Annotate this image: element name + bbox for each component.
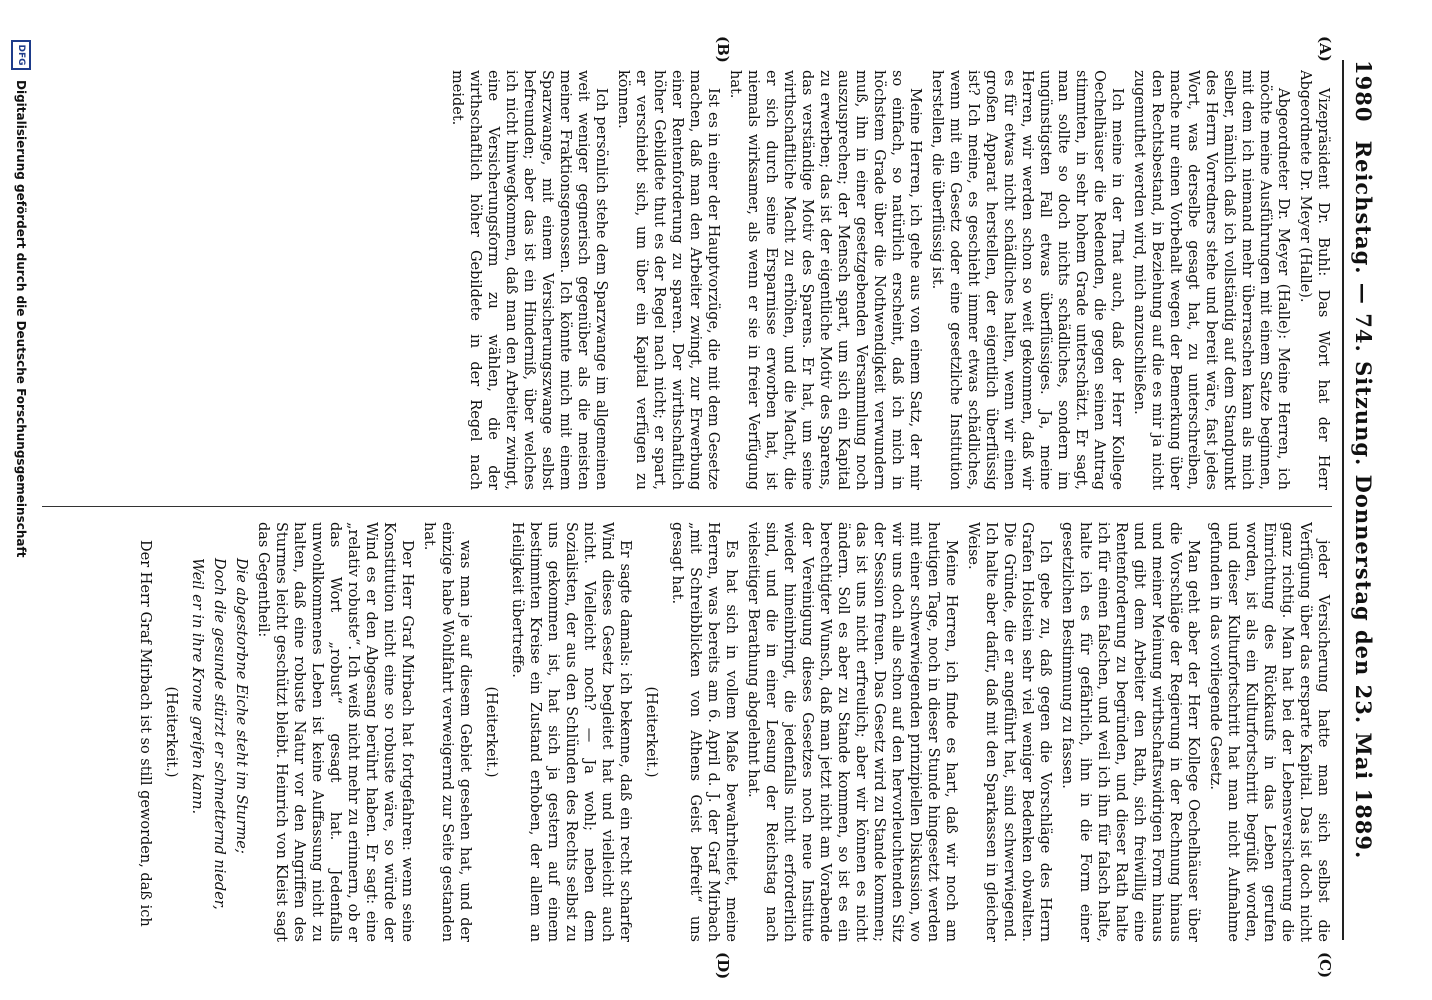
column-divider [42,506,1332,507]
paragraph: Ist es in einer der Hauptvorzüge, die mit dem Gesetze machen, daß man den Arbeiter zwingt, zur Erwerbung einer Rentenforderung zu sparen. Der wirthschaftlich höher Gebildete thut es der Regel nach nicht; er spart, er verschiebt sich, um über ein Kapital verfügen zu können. [615,70,721,490]
margin-marker-c: (C) [1316,952,1334,979]
interjection: (Heiterkeit.) [483,686,499,778]
paragraph: Ich gebe zu, daß gegen die Vorschläge des Herrn Grafen Holstein sehr viel weniger Bedenken obwalten. Die Gründe, die er angeführt hat, sind schwerwiegend. Ich halte aber dafür, daß mit den Sparkassen in gleicher Weise. [965,522,1053,942]
paragraph: jeder Versicherung hatte man sich selbst die Verfügung über das ersparte Kapital. Das ist doch nicht ganz richtig. Man hat bei der Lebensversicherung die Einrichtung des Rückkaufs in das Leben gerufen worden, ist als ein Kulturfortschritt begrüßt worden, und dieser Kulturfortschritt hat man nicht Aufnahme gefunden in das vorliegende Gesetz. [1207,522,1331,942]
right-text-column [42,522,1332,942]
paragraph: Es hat sich in vollem Maße bewahrheitet, meine Herren, was bereits am 6. April d. J. der Graf Mirbach „mit Schreibblicken von Athens Geist befreit“ uns gesagt hat. [669,522,739,942]
paragraph: Abgeordneter Dr. Meyer (Halle): Meine Herren, ich möchte meine Ausführungen mit einem Satze beginnen, mit dem ich niemand mehr überraschen kann als mich selber, nämlich daß ich vollständig auf dem Standpunkt des Herrn Vorredners stehe und bereit wäre, fast jedes Wort, was derselbe gesagt hat, zu unterschreiben, mache nur einen Vorbehalt wegen der Bemerkung über den Rechtsbestand, in Beziehung auf die es mir ja nicht zugemuthet werden wird, mich anzuschließen. [1131,70,1291,490]
interjection: (Heiterkeit.) [163,686,179,778]
paragraph: Meine Herren, ich finde es hart, daß wir noch am heutigen Tage, noch in dieser Stunde hingesetzt werden mit einer schwerwiegenden prinzipiellen Diskussion, wo wir uns doch alle schon auf den hervorleuchtenden Sitz der Session freuen. Das Gesetz wird zu Stande kommen; das ist uns nicht erfreulich; aber wir können es nicht ändern. Soll es aber zu Stande kommen, so ist es ein berechtigter Wunsch, daß man jetzt nicht am Vorabende der Vereinigung dieses Gesetzes noch neue Institute wieder hineinbringt, die jedenfalls nicht erforderlich sind, und die in einer Lesung der Reichstag nach vielseitiger Berathung abgelehnt hat. [745,522,959,942]
digitization-credit: Digitalisierung gefördert durch die Deutsche Forschungsgemeinschaft [14,80,28,558]
page-number: 1980 [1351,60,1377,123]
paragraph: Der Herr Graf Mirbach hat fortgefahren: wenn seine Konstitution nicht eine so robuste wäre, so würde der Wind es er den Abgesang berührt haben. Er sagt: eine „relativ robuste“. Ich weiß nicht mehr zu erinnern, ob er das Wort „robust“ gesagt hat. Jedenfalls unwohlkommenes Leben ist keine Auffassung nicht zu halten, daß eine robuste Natur vor den Angriffen des Sturmes leicht geschützt bleibt. Heinrich von Kleist sagt das Gegentheil: [255,522,415,942]
page-header [1342,60,1384,940]
digitization-footer [10,40,32,960]
verse-line: Doch die gesunde stürzt er schmetternd nieder, [211,558,227,910]
margin-marker-a: (A) [1316,36,1334,62]
margin-marker-b: (B) [714,36,732,63]
paragraph: was man je auf diesem Gebiet gesehen hat, und der einzige habe Wohlfahrt verweigernd zur Seite gestanden hat. [421,522,473,942]
verse-line: Die abgestorbne Eiche steht im Sturme; [233,558,249,854]
verse-line: Weil er in ihre Krone greifen kann. [189,558,205,815]
paragraph: Vizepräsident Dr. Buhl: Das Wort hat der Herr Abgeordnete Dr. Meyer (Halle). [1297,70,1331,490]
paragraph: Der Herr Graf Mirbach ist so still geworden, daß ich [137,540,153,927]
paragraph: Er sagte damals: ich bekenne, daß ein recht scharfer Wind dieses Gesetz begleitet hat und vielleicht auch nicht. Vielleicht noch? — Ja wohl; neben dem Sozialisten, der aus den Schlünden des Rechts selbst zu uns gekommen ist, hat sich ja gestern auf einem bestimmten Kreise ein Zustand erhoben, der allem an Heiligkeit übertreffe. [509,522,633,942]
paragraph: Ich meine in der That auch, daß der Herr Kollege Oechelhäuser die Redenden, die gegen seinen Antrag stimmten, in sehr hohem Grade unterschätzt. Er sagt, man sollte so doch nichts schädliches, sondern im ungünstigsten Fall etwas überflüssiges. Ja, meine Herren, wir werden schon so weit gekommen, daß wir es für etwas nicht schädliches halten, wenn wir einen großen Apparat herstellen, der eigentlich überflüssig ist? Ich meine, es geschieht immer etwas schädliches, wenn mit ein Gesetz oder eine gesetzliche Institution herstellen, die überflüssig ist. [929,70,1125,490]
page-title: Reichstag. — 74. Sitzung. Donnerstag den 23. Mai 1889. [1351,140,1377,860]
left-text-column [42,70,1332,490]
paragraph: Ich persönlich stehe dem Sparzwange im allgemeinen weit weniger gegnerisch gegenüber als die meisten meiner Fraktionsgenossen. Ich könnte mich mit einem Sparzwange, mit einem Versicherungszwange selbst befreunden; aber das ist ein Hinderniß, über welches ich nicht hinwegkommen, daß man den Arbeiter zwingt, eine Versicherungsform zu wählen, die der wirthschaftlich höher Gebildete in der Regel nach meidet. [449,70,609,490]
paragraph: Man geht aber der Herr Kollege Oechelhäuser über die Vorschläge der Regierung in der Rechnung hinaus und meiner Meinung wirthschaftswidrigen Form hinaus und gibt dem Arbeiter den Rath, sich freiwillig eine Rentenforderung zu begründen, und dieser Rath halte ich für einen falschen, und weil ich ihn für falsch halte, halte ich es für gefährlich, ihn in die Form einer gesetzlichen Bestimmung zu fassen. [1059,522,1201,942]
dfg-logo: DFG [11,40,31,70]
paragraph: Meine Herren, ich gehe aus von einem Satz, der mir so einfach, so natürlich erscheint, daß ich mich in höchstem Grade über die Nothwendigkeit verwundern muß, ihn in einer gesetzgebenden Versammlung noch auszusprechen; der Mensch spart, um sich ein Kapital zu erwerben; das ist der eigentliche Motiv des Sparens, das verständige Motiv des Sparens. Er hat, um seine wirthschaftliche Macht zu erhöhen, und die Macht, die er sich durch seine Ersparnisse erworben hat, ist niemals wirksamer, als wenn er sie in freier Verfügung hat. [727,70,923,490]
interjection: (Heiterkeit.) [643,686,659,778]
margin-marker-d: (D) [714,952,732,980]
